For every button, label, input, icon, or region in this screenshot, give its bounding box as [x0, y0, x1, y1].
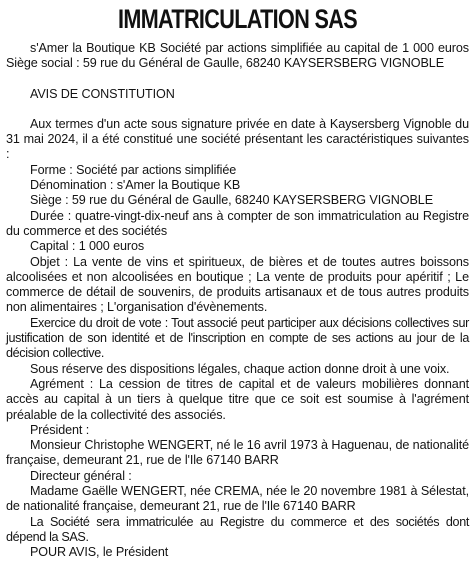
approval-paragraph: Agrément : La cession de titres de capital et de valeurs mobilières donnant accès au capital à un tiers à quelque titre que ce soit est soumise à l'agrément préalable de la collectivité des associés.: [6, 376, 469, 422]
voting-paragraph: Exercice du droit de vote : Tout associé peut participer aux décisions collectives sur justification de son identité et de l'inscription en compte de ses actions au jour de la décision collective.: [6, 315, 469, 361]
notice-title: IMMATRICULATION SAS: [117, 4, 358, 34]
section-heading: AVIS DE CONSTITUTION: [30, 86, 175, 101]
reserve-line: Sous réserve des dispositions légales, chaque action donne droit à une voix.: [30, 361, 450, 376]
spacer: [6, 102, 469, 117]
spacer: [6, 72, 469, 87]
duration-paragraph: Durée : quatre-vingt-dix-neuf ans à compter de son immatriculation au Registre du commerce et des sociétés: [6, 208, 469, 238]
president-paragraph: Monsieur Christophe WENGERT, né le 16 avril 1973 à Haguenau, de nationalité française, demeurant 21, rue de l'Ile 67140 BARR: [6, 438, 469, 468]
director-label: Directeur général :: [30, 468, 132, 483]
closing-line: POUR AVIS, le Président: [30, 545, 169, 560]
company-intro: s'Amer la Boutique KB Société par actions simplifiée au capital de 1 000 euros Siège social : 59 rue du Général de Gaulle, 68240 KAYSERSBERG VIGNOBLE: [6, 41, 469, 71]
director-paragraph: Madame Gaëlle WENGERT, née CREMA, née le 20 novembre 1981 à Sélestat, de nationalité française, demeurant 21, rue de l'Ile 67140 BARR: [6, 484, 469, 514]
object-paragraph: Objet : La vente de vins et spiritueux, de bières et de toutes autres boissons alcoolisées et non alcoolisées en boutique ; La vente de produits pour apéritif ; Le commerce de détail de souvenirs, de produits artisanaux et de tous autres produits non alimentaires ; L'organisation d'évènements.: [6, 254, 469, 315]
president-label: Président :: [30, 422, 90, 437]
form-line: Forme : Société par actions simplifiée: [30, 162, 237, 177]
deed-paragraph: Aux termes d'un acte sous signature privée en date à Kaysersberg Vignoble du 31 mai 2024, il a été constitué une société présentant les caractéristiques suivantes :: [6, 116, 469, 162]
denomination-line: Dénomination : s'Amer la Boutique KB: [30, 178, 241, 193]
capital-line: Capital : 1 000 euros: [30, 239, 145, 254]
seat-line: Siège : 59 rue du Général de Gaulle, 68240 KAYSERSBERG VIGNOBLE: [30, 193, 433, 208]
registration-paragraph: La Société sera immatriculée au Registre du commerce et des sociétés dont dépend la SAS.: [6, 514, 469, 544]
